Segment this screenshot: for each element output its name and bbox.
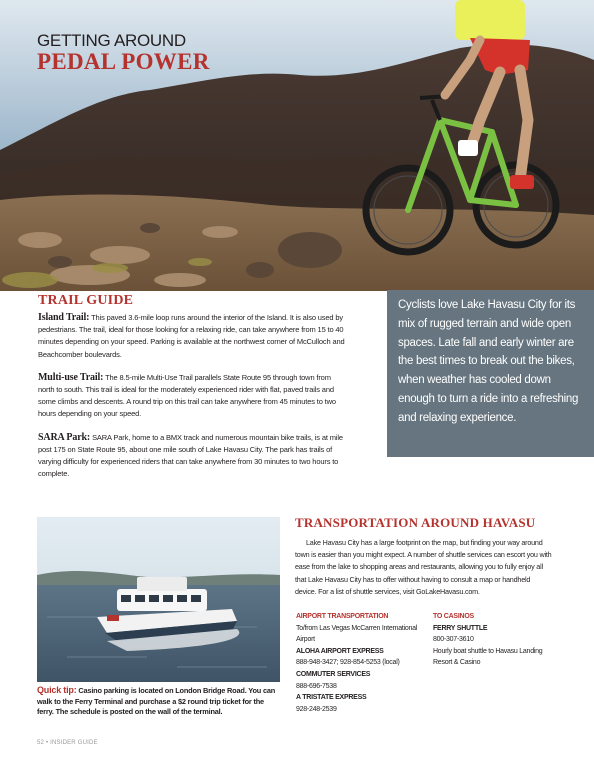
trail-entry-multi-use	[38, 372, 348, 421]
trail-guide-heading: TRAIL GUIDE	[38, 293, 134, 308]
page-title: PEDAL POWER	[37, 49, 210, 74]
airport-category: AIRPORT TRANSPORTATION	[296, 613, 389, 620]
transportation-section	[295, 515, 575, 598]
trail-guide-section	[38, 293, 348, 491]
casino-transportation-list	[433, 611, 558, 669]
provider-name: A TRISTATE EXPRESS	[296, 694, 367, 702]
provider-name: COMMUTER SERVICES	[296, 670, 371, 678]
trail-description: The 8.5-mile Multi-Use Trail parallels State Route 95 through town from north to south. This trail is ideal for the moderately experienced rider with flat, paved trails and some climbs and descents. A round trip on this trail can take anywhere from 45 minutes to two hours depending on your speed.	[38, 372, 336, 419]
ferry-boat-illustration	[37, 517, 280, 682]
provider-name: FERRY SHUTTLE	[433, 624, 488, 632]
trail-description: This paved 3.6-mile loop runs around the interior of the Island. It is also used by pedestrians. The trail, ideal for those looking for a relaxing ride, can take anywhere from 15 to 40 minutes depending on your speed. Parking is available at the northwest corner of McCulloch and Beachcomber boulevards.	[38, 313, 345, 359]
transportation-intro: Lake Havasu City has a large footprint on the map, but finding your way around town is easier than you might expect. A number of shuttle services can escort you with ease from the lake to shopping areas and restaurants, allowing you to fully enjoy all that Lake Havasu City has to offer without having to consult a map or handheld device. For a list of shuttle services, visit GoLakeHavasu.com.	[295, 538, 552, 596]
provider-phone: 928-248-2539	[296, 705, 337, 713]
provider-name: ALOHA AIRPORT EXPRESS	[296, 647, 384, 655]
trail-name: Island Trail:	[38, 312, 90, 323]
transportation-heading: TRANSPORTATION AROUND HAVASU	[295, 515, 536, 530]
casino-category: TO CASINOS	[433, 613, 474, 620]
provider-phone: 888-948-3427; 928-854-5253 (local)	[296, 659, 400, 667]
ferry-photo	[37, 517, 280, 682]
provider-description: Hourly boat shuttle to Havasu Landing Resort & Casino	[433, 647, 543, 667]
trail-entry-island	[38, 312, 348, 361]
airport-transportation-list	[296, 611, 426, 715]
provider-phone: 888-696-7538	[296, 682, 337, 690]
quick-tip-text: Casino parking is located on London Bridge Road. You can walk to the Ferry Terminal and purchase a $2 round trip ticket for the ferry. The schedule is posted on the wall of the terminal.	[37, 686, 276, 716]
trail-name: SARA Park:	[38, 431, 91, 443]
trail-name: Multi-use Trail:	[38, 371, 104, 383]
pull-quote-box	[387, 290, 594, 457]
trail-entry-sara-park	[38, 432, 348, 481]
quick-tip-label: Quick tip:	[37, 685, 77, 695]
quick-tip	[37, 685, 282, 718]
pull-quote-text: Cyclists love Lake Havasu City for its mix of rugged terrain and wide open spaces. Late fall and early winter are the best times to break out the bikes, when weather has cooled down enough to turn a ride into a refreshing and relaxing experience.	[398, 299, 579, 424]
trail-description: SARA Park, home to a BMX track and numerous mountain bike trails, is at mile post 175 on State Route 95, about one mile south of Lake Havasu City. The park has trails of varying difficulty for experienced riders that can take anywhere from 30 minutes to two hours to complete.	[38, 432, 343, 479]
airport-route: To/from Las Vegas McCarren International Airport	[296, 624, 418, 644]
section-kicker: GETTING AROUND	[37, 31, 186, 50]
page-footer: 52 • INSIDER GUIDE	[37, 740, 98, 746]
provider-phone: 800-307-3610	[433, 636, 474, 644]
